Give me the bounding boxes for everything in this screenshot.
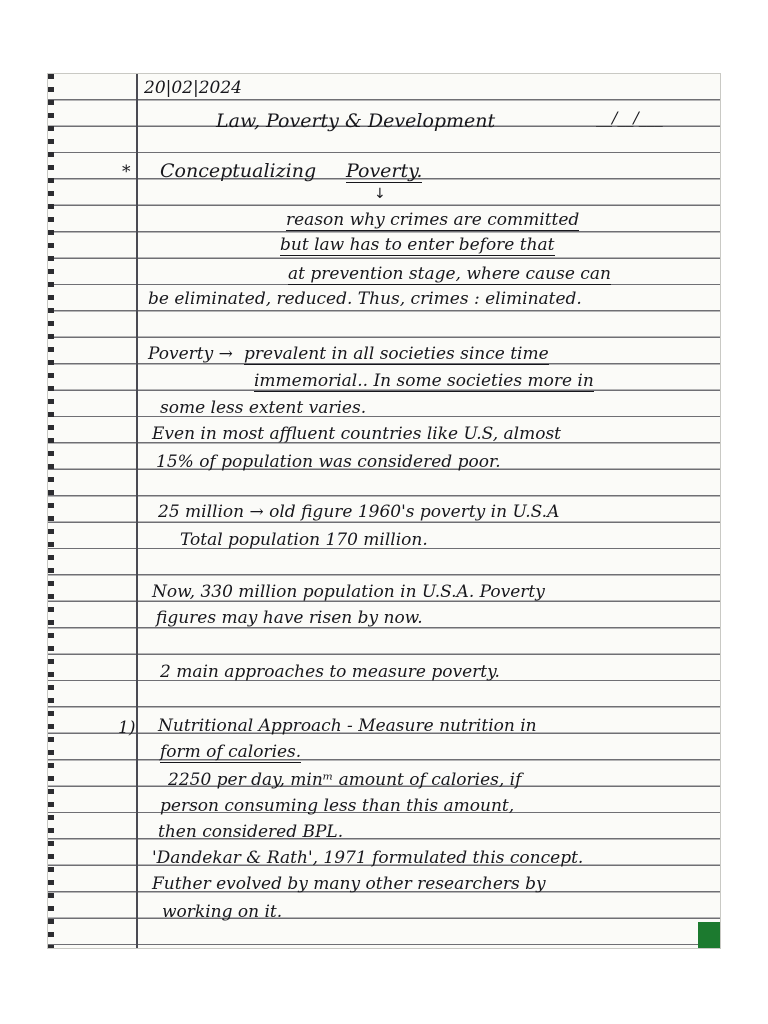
spiral-binding	[48, 74, 54, 948]
green-backdrop-corner	[698, 922, 720, 948]
date-blank: __/__/___	[596, 108, 663, 127]
down-arrow-icon: ↓	[374, 186, 386, 202]
section-heading: Conceptualizing	[160, 160, 317, 182]
note-line: 25 million → old figure 1960's poverty in U.S.A	[158, 502, 560, 522]
item-number: 1)	[118, 718, 136, 738]
note-line: figures may have risen by now.	[156, 608, 423, 628]
margin-line	[136, 74, 138, 948]
note-line: then considered BPL.	[158, 822, 344, 842]
note-line: Futher evolved by many other researchers by	[152, 874, 546, 894]
note-line: 'Dandekar & Rath', 1971 formulated this concept.	[152, 848, 584, 868]
note-line: Now, 330 million population in U.S.A. Poverty	[152, 582, 545, 602]
page-title: Law, Poverty & Development	[216, 110, 496, 132]
note-line: Even in most affluent countries like U.S, almost	[152, 424, 561, 444]
note-line: but law has to enter before that	[280, 235, 555, 255]
note-line: at prevention stage, where cause can	[288, 264, 611, 284]
note-line: be eliminated, reduced. Thus, crimes : eliminated.	[148, 289, 582, 309]
note-line: Total population 170 million.	[180, 530, 428, 550]
note-line: reason why crimes are committed	[286, 210, 580, 230]
note-line: immemorial.. In some societies more in	[254, 371, 594, 391]
note-line: 2250 per day, minᵐ amount of calories, if	[168, 770, 522, 790]
note-line: working on it.	[162, 902, 283, 922]
heading-word-poverty: Poverty.	[346, 160, 423, 182]
poverty-label: Poverty →	[148, 344, 233, 364]
note-line: prevalent in all societies since time	[244, 344, 549, 364]
approaches-line: 2 main approaches to measure poverty.	[160, 662, 500, 682]
notebook-page	[48, 74, 720, 948]
note-line: some less extent varies.	[160, 398, 367, 418]
note-line: Nutritional Approach - Measure nutrition in	[158, 716, 537, 736]
note-line: form of calories.	[160, 742, 302, 762]
bullet-mark: *	[122, 162, 131, 182]
note-line: 15% of population was considered poor.	[156, 452, 501, 472]
date: 20|02|2024	[144, 78, 242, 98]
note-line: person consuming less than this amount,	[160, 796, 515, 816]
